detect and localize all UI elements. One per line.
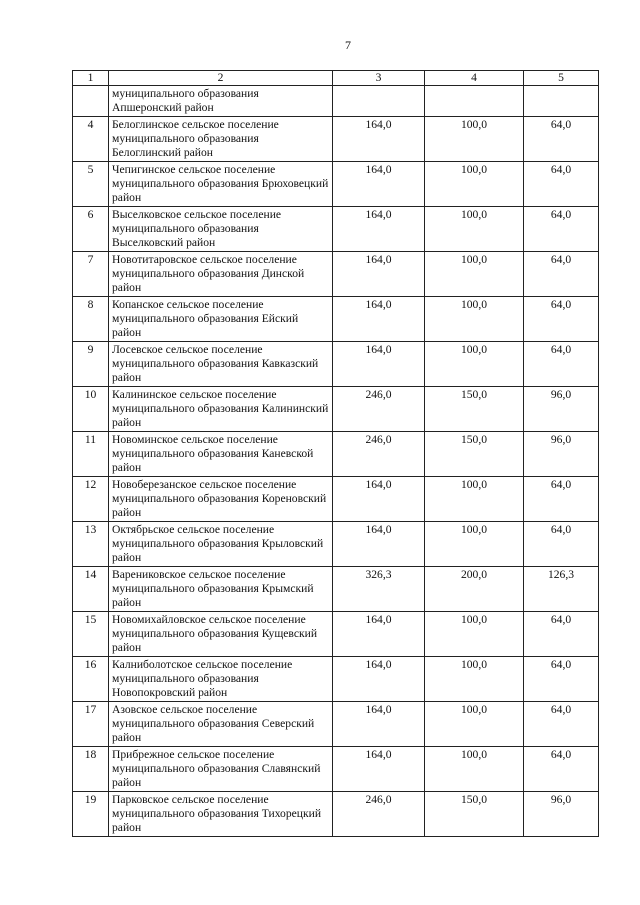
row-number: 19 <box>73 792 109 837</box>
value-col5: 96,0 <box>524 432 599 477</box>
settlement-name: Выселковское сельское поселение муниципального образования Выселковский район <box>109 207 333 252</box>
table-row <box>73 657 599 702</box>
value-col3 <box>333 86 425 117</box>
value-col5: 126,3 <box>524 567 599 612</box>
value-col5: 64,0 <box>524 252 599 297</box>
settlement-name: Калининское сельское поселение муниципального образования Калининский район <box>109 387 333 432</box>
table-row <box>73 702 599 747</box>
table-row <box>73 207 599 252</box>
settlement-name: Парковское сельское поселение муниципального образования Тихорецкий район <box>109 792 333 837</box>
value-col5 <box>524 86 599 117</box>
value-col4: 100,0 <box>425 117 524 162</box>
value-col3: 164,0 <box>333 657 425 702</box>
settlement-name: Белоглинское сельское поселение муниципального образования Белоглинский район <box>109 117 333 162</box>
table-row <box>73 387 599 432</box>
value-col3: 164,0 <box>333 747 425 792</box>
value-col3: 164,0 <box>333 297 425 342</box>
value-col3: 246,0 <box>333 432 425 477</box>
value-col5: 64,0 <box>524 207 599 252</box>
value-col3: 246,0 <box>333 792 425 837</box>
value-col4: 100,0 <box>425 522 524 567</box>
value-col5: 64,0 <box>524 162 599 207</box>
column-header: 1 <box>73 71 109 86</box>
table-row <box>73 612 599 657</box>
value-col5: 64,0 <box>524 522 599 567</box>
row-number: 11 <box>73 432 109 477</box>
settlement-name: Новотитаровское сельское поселение муниципального образования Динской район <box>109 252 333 297</box>
row-number: 9 <box>73 342 109 387</box>
row-number: 6 <box>73 207 109 252</box>
value-col4: 100,0 <box>425 702 524 747</box>
settlement-name: Октябрьское сельское поселение муниципального образования Крыловский район <box>109 522 333 567</box>
value-col4: 100,0 <box>425 207 524 252</box>
value-col5: 64,0 <box>524 117 599 162</box>
table-row <box>73 432 599 477</box>
value-col4: 100,0 <box>425 252 524 297</box>
row-number: 14 <box>73 567 109 612</box>
row-number: 16 <box>73 657 109 702</box>
table-row <box>73 792 599 837</box>
value-col4: 150,0 <box>425 387 524 432</box>
value-col4: 100,0 <box>425 297 524 342</box>
settlement-name: Новомихайловское сельское поселение муниципального образования Кущевский район <box>109 612 333 657</box>
column-header: 5 <box>524 71 599 86</box>
row-number: 7 <box>73 252 109 297</box>
settlement-name: муниципального образования Апшеронский район <box>109 86 333 117</box>
value-col5: 64,0 <box>524 612 599 657</box>
value-col5: 96,0 <box>524 387 599 432</box>
column-header: 3 <box>333 71 425 86</box>
settlement-name: Копанское сельское поселение муниципального образования Ейский район <box>109 297 333 342</box>
row-number: 18 <box>73 747 109 792</box>
row-number: 5 <box>73 162 109 207</box>
table-row <box>73 342 599 387</box>
page-number: 7 <box>345 38 351 52</box>
allocation-table <box>72 70 599 837</box>
settlement-name: Варениковское сельское поселение муниципального образования Крымский район <box>109 567 333 612</box>
value-col3: 164,0 <box>333 612 425 657</box>
row-number: 10 <box>73 387 109 432</box>
row-number: 8 <box>73 297 109 342</box>
value-col4: 150,0 <box>425 792 524 837</box>
table-row <box>73 162 599 207</box>
table-row <box>73 477 599 522</box>
value-col5: 64,0 <box>524 702 599 747</box>
value-col5: 64,0 <box>524 477 599 522</box>
value-col3: 164,0 <box>333 702 425 747</box>
value-col4: 100,0 <box>425 747 524 792</box>
value-col4: 100,0 <box>425 657 524 702</box>
value-col4: 100,0 <box>425 477 524 522</box>
column-header: 2 <box>109 71 333 86</box>
settlement-name: Азовское сельское поселение муниципального образования Северский район <box>109 702 333 747</box>
row-number: 17 <box>73 702 109 747</box>
settlement-name: Чепигинское сельское поселение муниципального образования Брюховецкий район <box>109 162 333 207</box>
settlement-name: Лосевское сельское поселение муниципального образования Кавказский район <box>109 342 333 387</box>
value-col3: 164,0 <box>333 522 425 567</box>
value-col5: 96,0 <box>524 792 599 837</box>
settlement-name: Калниболотское сельское поселение муниципального образования Новопокровский район <box>109 657 333 702</box>
settlement-name: Новоминское сельское поселение муниципального образования Каневской район <box>109 432 333 477</box>
value-col3: 164,0 <box>333 342 425 387</box>
value-col3: 164,0 <box>333 477 425 522</box>
value-col5: 64,0 <box>524 657 599 702</box>
value-col4: 100,0 <box>425 612 524 657</box>
continuation-row <box>73 86 599 117</box>
value-col3: 164,0 <box>333 252 425 297</box>
value-col3: 164,0 <box>333 117 425 162</box>
value-col3: 164,0 <box>333 207 425 252</box>
value-col5: 64,0 <box>524 297 599 342</box>
table-row <box>73 117 599 162</box>
row-number <box>73 86 109 117</box>
table-row <box>73 522 599 567</box>
settlement-name: Прибрежное сельское поселение муниципального образования Славянский район <box>109 747 333 792</box>
table-row <box>73 567 599 612</box>
value-col4: 200,0 <box>425 567 524 612</box>
column-header: 4 <box>425 71 524 86</box>
value-col5: 64,0 <box>524 747 599 792</box>
table-row <box>73 252 599 297</box>
settlement-name: Новоберезанское сельское поселение муниципального образования Кореновский район <box>109 477 333 522</box>
row-number: 12 <box>73 477 109 522</box>
value-col3: 164,0 <box>333 162 425 207</box>
value-col3: 326,3 <box>333 567 425 612</box>
value-col4: 150,0 <box>425 432 524 477</box>
row-number: 13 <box>73 522 109 567</box>
value-col4 <box>425 86 524 117</box>
row-number: 15 <box>73 612 109 657</box>
value-col3: 246,0 <box>333 387 425 432</box>
header-row <box>73 71 599 86</box>
value-col4: 100,0 <box>425 342 524 387</box>
row-number: 4 <box>73 117 109 162</box>
value-col4: 100,0 <box>425 162 524 207</box>
value-col5: 64,0 <box>524 342 599 387</box>
table-row <box>73 297 599 342</box>
table-row <box>73 747 599 792</box>
